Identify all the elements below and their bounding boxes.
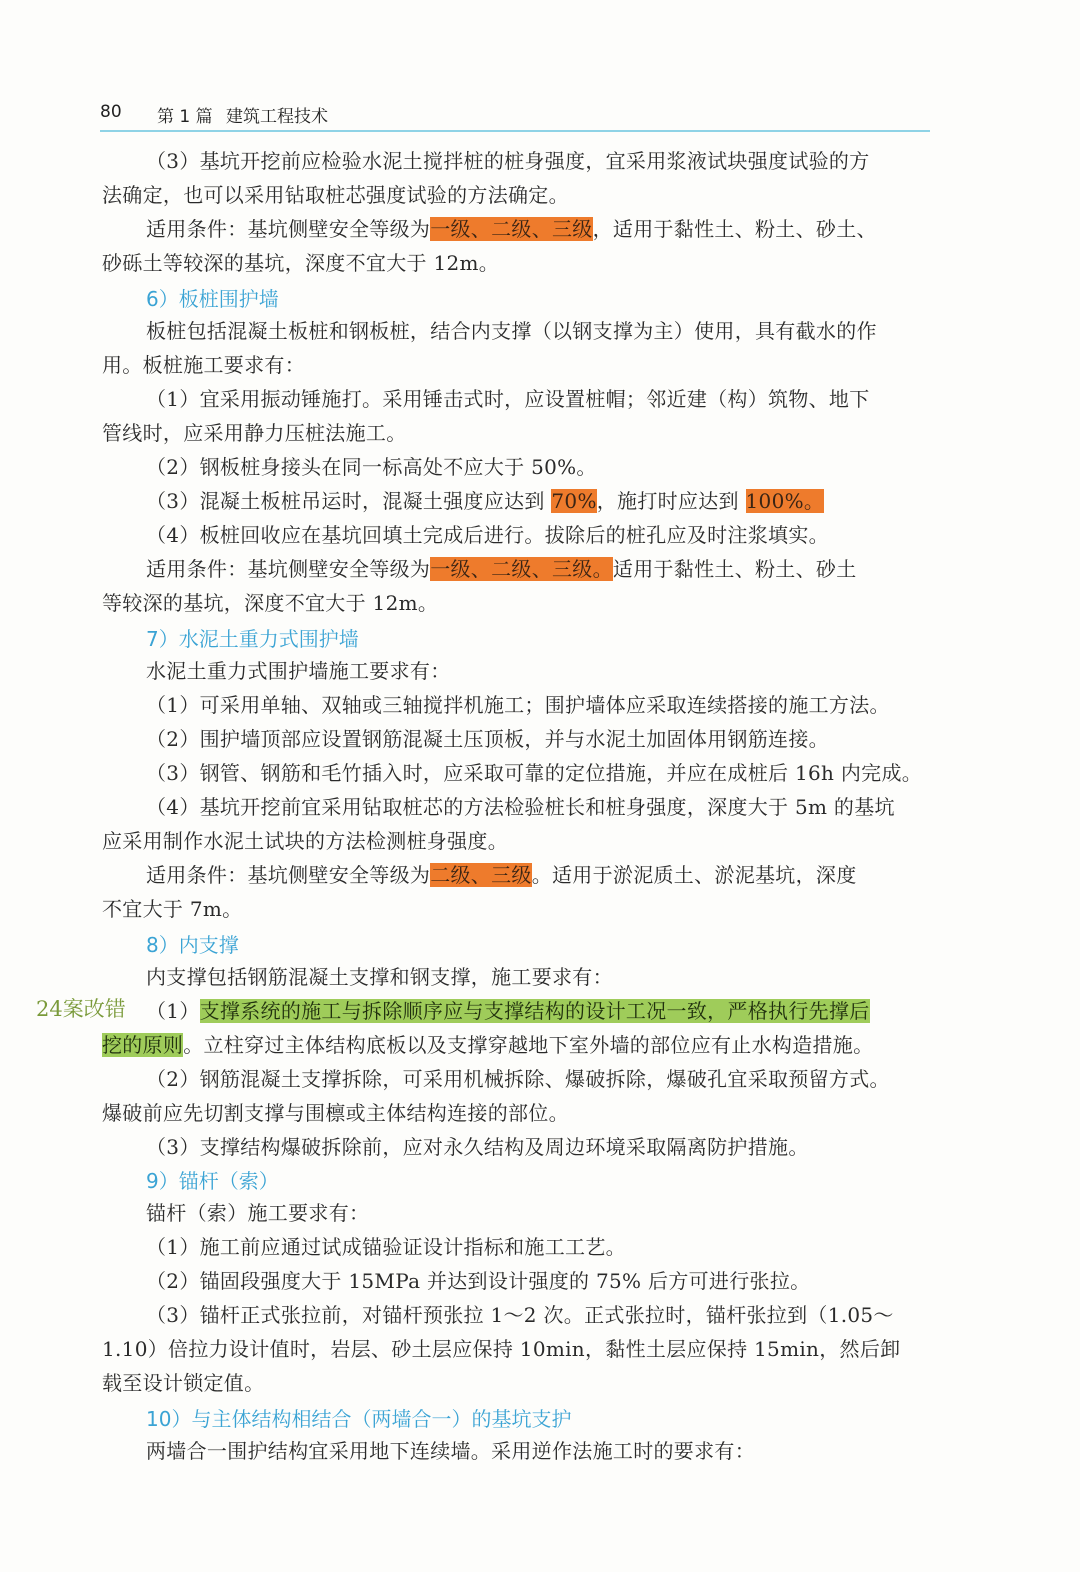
text-line: （1）宜采用振动锤施打。采用锤击式时，应设置桩帽；邻近建（构）筑物、地下 (146, 387, 870, 411)
part-title: 建筑工程技术 (226, 107, 328, 127)
text-line: 用。板桩施工要求有： (102, 353, 305, 377)
text-line: 砂砾土等较深的基坑，深度不宜大于 12m。 (102, 251, 500, 275)
highlight-orange: 一级、二级、三级 (430, 217, 593, 241)
text-line: 适用条件：基坑侧壁安全等级为一级、二级、三级。适用于黏性土、粉土、砂土 (146, 557, 857, 581)
header-rule (100, 130, 930, 132)
section-heading-8: 8）内支撑 (146, 933, 239, 957)
highlight-orange: 100%。 (745, 489, 825, 513)
text-line: 管线时，应采用静力压桩法施工。 (102, 421, 407, 445)
part-label: 第 1 篇 (157, 107, 213, 127)
text-line: 内支撑包括钢筋混凝土支撑和钢支撑，施工要求有： (146, 965, 613, 989)
text-line: 锚杆（索）施工要求有： (146, 1201, 370, 1225)
section-heading-6: 6）板桩围护墙 (146, 287, 279, 311)
section-heading-7: 7）水泥土重力式围护墙 (146, 627, 359, 651)
section-heading-9: 9）锚杆（索） (146, 1169, 279, 1193)
text-line: 法确定，也可以采用钻取桩芯强度试验的方法确定。 (102, 183, 569, 207)
text-line: 爆破前应先切割支撑与围檩或主体结构连接的部位。 (102, 1101, 569, 1125)
text-line: （3）基坑开挖前应检验水泥土搅拌桩的桩身强度，宜采用浆液试块强度试验的方 (146, 149, 870, 173)
text-line: （2）钢筋混凝土支撑拆除，可采用机械拆除、爆破拆除，爆破孔宜采取预留方式。 (146, 1067, 890, 1091)
text-line: （3）支撑结构爆破拆除前，应对永久结构及周边环境采取隔离防护措施。 (146, 1135, 809, 1159)
highlight-orange: 一级、二级、三级。 (430, 557, 613, 581)
text-line: 适用条件：基坑侧壁安全等级为一级、二级、三级，适用于黏性土、粉土、砂土、 (146, 217, 877, 241)
text-line: 两墙合一围护结构宜采用地下连续墙。采用逆作法施工时的要求有： (146, 1439, 755, 1463)
text-line: （1）支撑系统的施工与拆除顺序应与支撑结构的设计工况一致，严格执行先撑后 (146, 999, 870, 1023)
text-line: （2）锚固段强度大于 15MPa 并达到设计强度的 75% 后方可进行张拉。 (146, 1269, 811, 1293)
text-line: 等较深的基坑，深度不宜大于 12m。 (102, 591, 439, 615)
page-number: 80 (100, 102, 122, 122)
text-line: 板桩包括混凝土板桩和钢板桩，结合内支撑（以钢支撑为主）使用，具有截水的作 (146, 319, 877, 343)
text-line: （1）施工前应通过试成锚验证设计指标和施工工艺。 (146, 1235, 626, 1259)
highlight-green: 支撑系统的施工与拆除顺序应与支撑结构的设计工况一致，严格执行先撑后 (199, 999, 870, 1023)
margin-annotation: 24案改错 (36, 997, 126, 1021)
text-line: 水泥土重力式围护墙施工要求有： (146, 659, 451, 683)
page-header (100, 100, 930, 132)
text-line: （1）可采用单轴、双轴或三轴搅拌机施工；围护墙体应采取连续搭接的施工方法。 (146, 693, 890, 717)
text-line: （4）基坑开挖前宜采用钻取桩芯的方法检验桩长和桩身强度，深度大于 5m 的基坑 (146, 795, 895, 819)
text-line: （3）混凝土板桩吊运时，混凝土强度应达到 70%，施打时应达到 100%。 (146, 489, 825, 513)
text-line: （2）围护墙顶部应设置钢筋混凝土压顶板，并与水泥土加固体用钢筋连接。 (146, 727, 829, 751)
highlight-orange: 70% (551, 489, 597, 513)
text-line: 适用条件：基坑侧壁安全等级为二级、三级。适用于淤泥质土、淤泥基坑，深度 (146, 863, 857, 887)
highlight-green: 挖的原则 (102, 1033, 184, 1057)
text-line: 不宜大于 7m。 (102, 897, 243, 921)
text-line: 载至设计锁定值。 (102, 1371, 265, 1395)
text-line: （3）钢管、钢筋和毛竹插入时，应采取可靠的定位措施，并应在成桩后 16h 内完成。 (146, 761, 923, 785)
text-line: （4）板桩回收应在基坑回填土完成后进行。拔除后的桩孔应及时注浆填实。 (146, 523, 829, 547)
highlight-orange: 二级、三级 (430, 863, 532, 887)
text-line: （2）钢板桩身接头在同一标高处不应大于 50%。 (146, 455, 597, 479)
text-line: （3）锚杆正式张拉前，对锚杆预张拉 1～2 次。正式张拉时，锚杆张拉到（1.05～ (146, 1303, 894, 1327)
text-line: 应采用制作水泥土试块的方法检测桩身强度。 (102, 829, 508, 853)
section-heading-10: 10）与主体结构相结合（两墙合一）的基坑支护 (146, 1407, 572, 1431)
text-line: 挖的原则。立柱穿过主体结构底板以及支撑穿越地下室外墙的部位应有止水构造措施。 (102, 1033, 874, 1057)
text-line: 1.10）倍拉力设计值时，岩层、砂土层应保持 10min，黏性土层应保持 15min，然后卸 (102, 1337, 901, 1361)
